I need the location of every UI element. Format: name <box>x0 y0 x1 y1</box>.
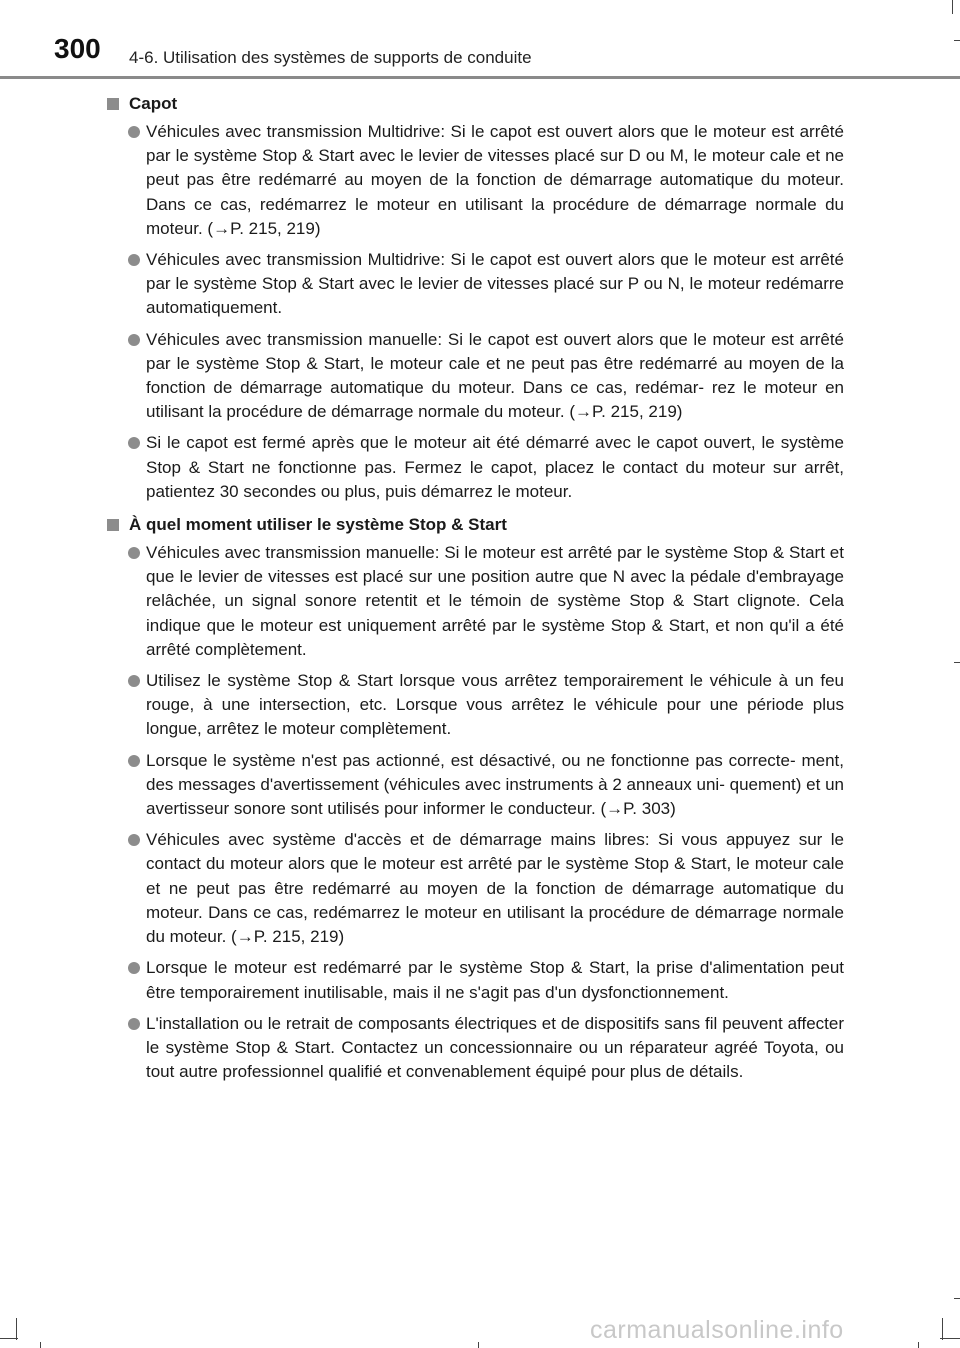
list-item <box>107 749 844 822</box>
crop-mark-top-right <box>952 0 953 14</box>
page-content <box>107 92 844 1091</box>
square-bullet-icon <box>107 519 119 531</box>
list-item-text: Véhicules avec transmission Multidrive: Si le capot est ouvert alors que le moteur est arrêté par le système Stop & Start avec le levier de vitesses placé sur D ou M, le moteur cale et ne peut pas être redémarré au moyen de la fonction de démarrage automatique du moteur. Dans ce cas, redémarrez le moteur en utilisant la procédure de démarrage normale du moteur. (→P. 215, 219) <box>146 122 844 238</box>
round-bullet-icon <box>128 126 140 138</box>
crop-mark-bottom-tick-1 <box>40 1342 41 1348</box>
list-item-text: Véhicules avec transmission manuelle: Si le moteur est arrêté par le système Stop & Start et que le levier de vitesses est placé sur une position autre que N avec la pédale d'embrayage relâchée, un signal sonore retentit et le témoin de système Stop & Start clignote. Cela indique que le moteur est uniquement arrêté par le système Stop & Start, et non qu'il a été arrêté complètement. <box>146 543 844 659</box>
list-item-text: Si le capot est fermé après que le moteur ait été démarré avec le capot ouvert, le système Stop & Start ne fonctionne pas. Fermez le capot, placez le contact du moteur sur arrêt, patientez 30 secondes ou plus, puis démarrez le moteur. <box>146 433 844 501</box>
list-item-text: Véhicules avec transmission manuelle: Si le capot est ouvert alors que le moteur est arrêté par le système Stop & Start, le moteur cale et ne peut pas être redémarré au moyen de la fonction de démarrage automatique du moteur. Dans ce cas, redémar- rez le moteur en utilisant la procédure de démarrage normale du moteur. (→P. 215, 219) <box>146 329 844 422</box>
page-header <box>0 0 960 80</box>
list-item-text: Lorsque le système n'est pas actionné, est désactivé, ou ne fonctionne pas correcte- ment, des messages d'avertissement (véhicules avec instruments à 2 anneaux uni- quement) et un avertisseur sonore sont utilisés pour informer le conducteur. (→P. 303) <box>146 750 844 819</box>
round-bullet-icon <box>128 254 140 266</box>
crop-mark-bottom-right-v <box>942 1318 943 1340</box>
section-heading-text: Capot <box>129 94 178 113</box>
list-item <box>107 828 844 949</box>
round-bullet-icon <box>128 755 140 767</box>
header-rule <box>0 76 960 79</box>
list-item-text: Utilisez le système Stop & Start lorsque vous arrêtez temporairement le véhicule à un feu rouge, à une intersection, etc. Lorsque vous arrêtez le véhicule pour une période plus longue, arrêtez le moteur complètement. <box>146 671 844 739</box>
crop-mark-right-tick <box>954 40 960 41</box>
round-bullet-icon <box>128 834 140 846</box>
list-item <box>107 328 844 425</box>
round-bullet-icon <box>128 1018 140 1030</box>
list-item <box>107 248 844 321</box>
watermark: carmanualsonline.info <box>590 1316 844 1344</box>
round-bullet-icon <box>128 334 140 346</box>
square-bullet-icon <box>107 98 119 110</box>
round-bullet-icon <box>128 547 140 559</box>
list-item <box>107 120 844 241</box>
list-item-text: Lorsque le moteur est redémarré par le système Stop & Start, la prise d'alimentation peut être temporairement inutilisable, mais il ne s'agit pas d'un dysfonctionnement. <box>146 958 844 1002</box>
crop-mark-bottom-left-h <box>0 1338 18 1339</box>
page-number: 300 <box>54 33 101 64</box>
round-bullet-icon <box>128 437 140 449</box>
crop-mark-right-low <box>954 1298 960 1299</box>
list-item <box>107 541 844 662</box>
crop-mark-right-mid <box>954 662 960 663</box>
list-item-text: Véhicules avec système d'accès et de démarrage mains libres: Si vous appuyez sur le contact du moteur alors que le moteur est arrêté par le système Stop & Start, le moteur cale et ne peut pas être redémarré au moyen de la fonction de démarrage automatique du moteur. Dans ce cas, redémarrez le moteur en utilisant la procédure de démarrage normale du moteur. (→P. 215, 219) <box>146 830 844 947</box>
section-heading-capot <box>107 92 844 116</box>
section-title: 4-6. Utilisation des systèmes de supports de conduite <box>129 48 532 67</box>
crop-mark-bottom-left-v <box>16 1318 17 1340</box>
list-item <box>107 431 844 504</box>
crop-mark-bottom-tick-3 <box>918 1342 919 1348</box>
section-heading-text: À quel moment utiliser le système Stop & Start <box>129 515 507 535</box>
section-heading-stop-start <box>107 513 844 537</box>
crop-mark-bottom-tick-2 <box>478 1342 479 1348</box>
crop-mark-bottom-right-h <box>940 1338 960 1339</box>
list-item-text: L'installation ou le retrait de composants électriques et de dispositifs sans fil peuvent affecter le système Stop & Start. Contactez un concessionnaire ou un réparateur agréé Toyota, ou tout autre professionnel qualifié et convenablement équipé pour plus de détails. <box>146 1013 844 1082</box>
list-item <box>107 669 844 742</box>
list-item <box>107 1012 844 1085</box>
round-bullet-icon <box>128 675 140 687</box>
list-item <box>107 956 844 1004</box>
list-item-text: Véhicules avec transmission Multidrive: Si le capot est ouvert alors que le moteur est arrêté par le système Stop & Start avec le levier de vitesses placé sur P ou N, le moteur redémarre automatiquement. <box>146 250 844 318</box>
round-bullet-icon <box>128 962 140 974</box>
